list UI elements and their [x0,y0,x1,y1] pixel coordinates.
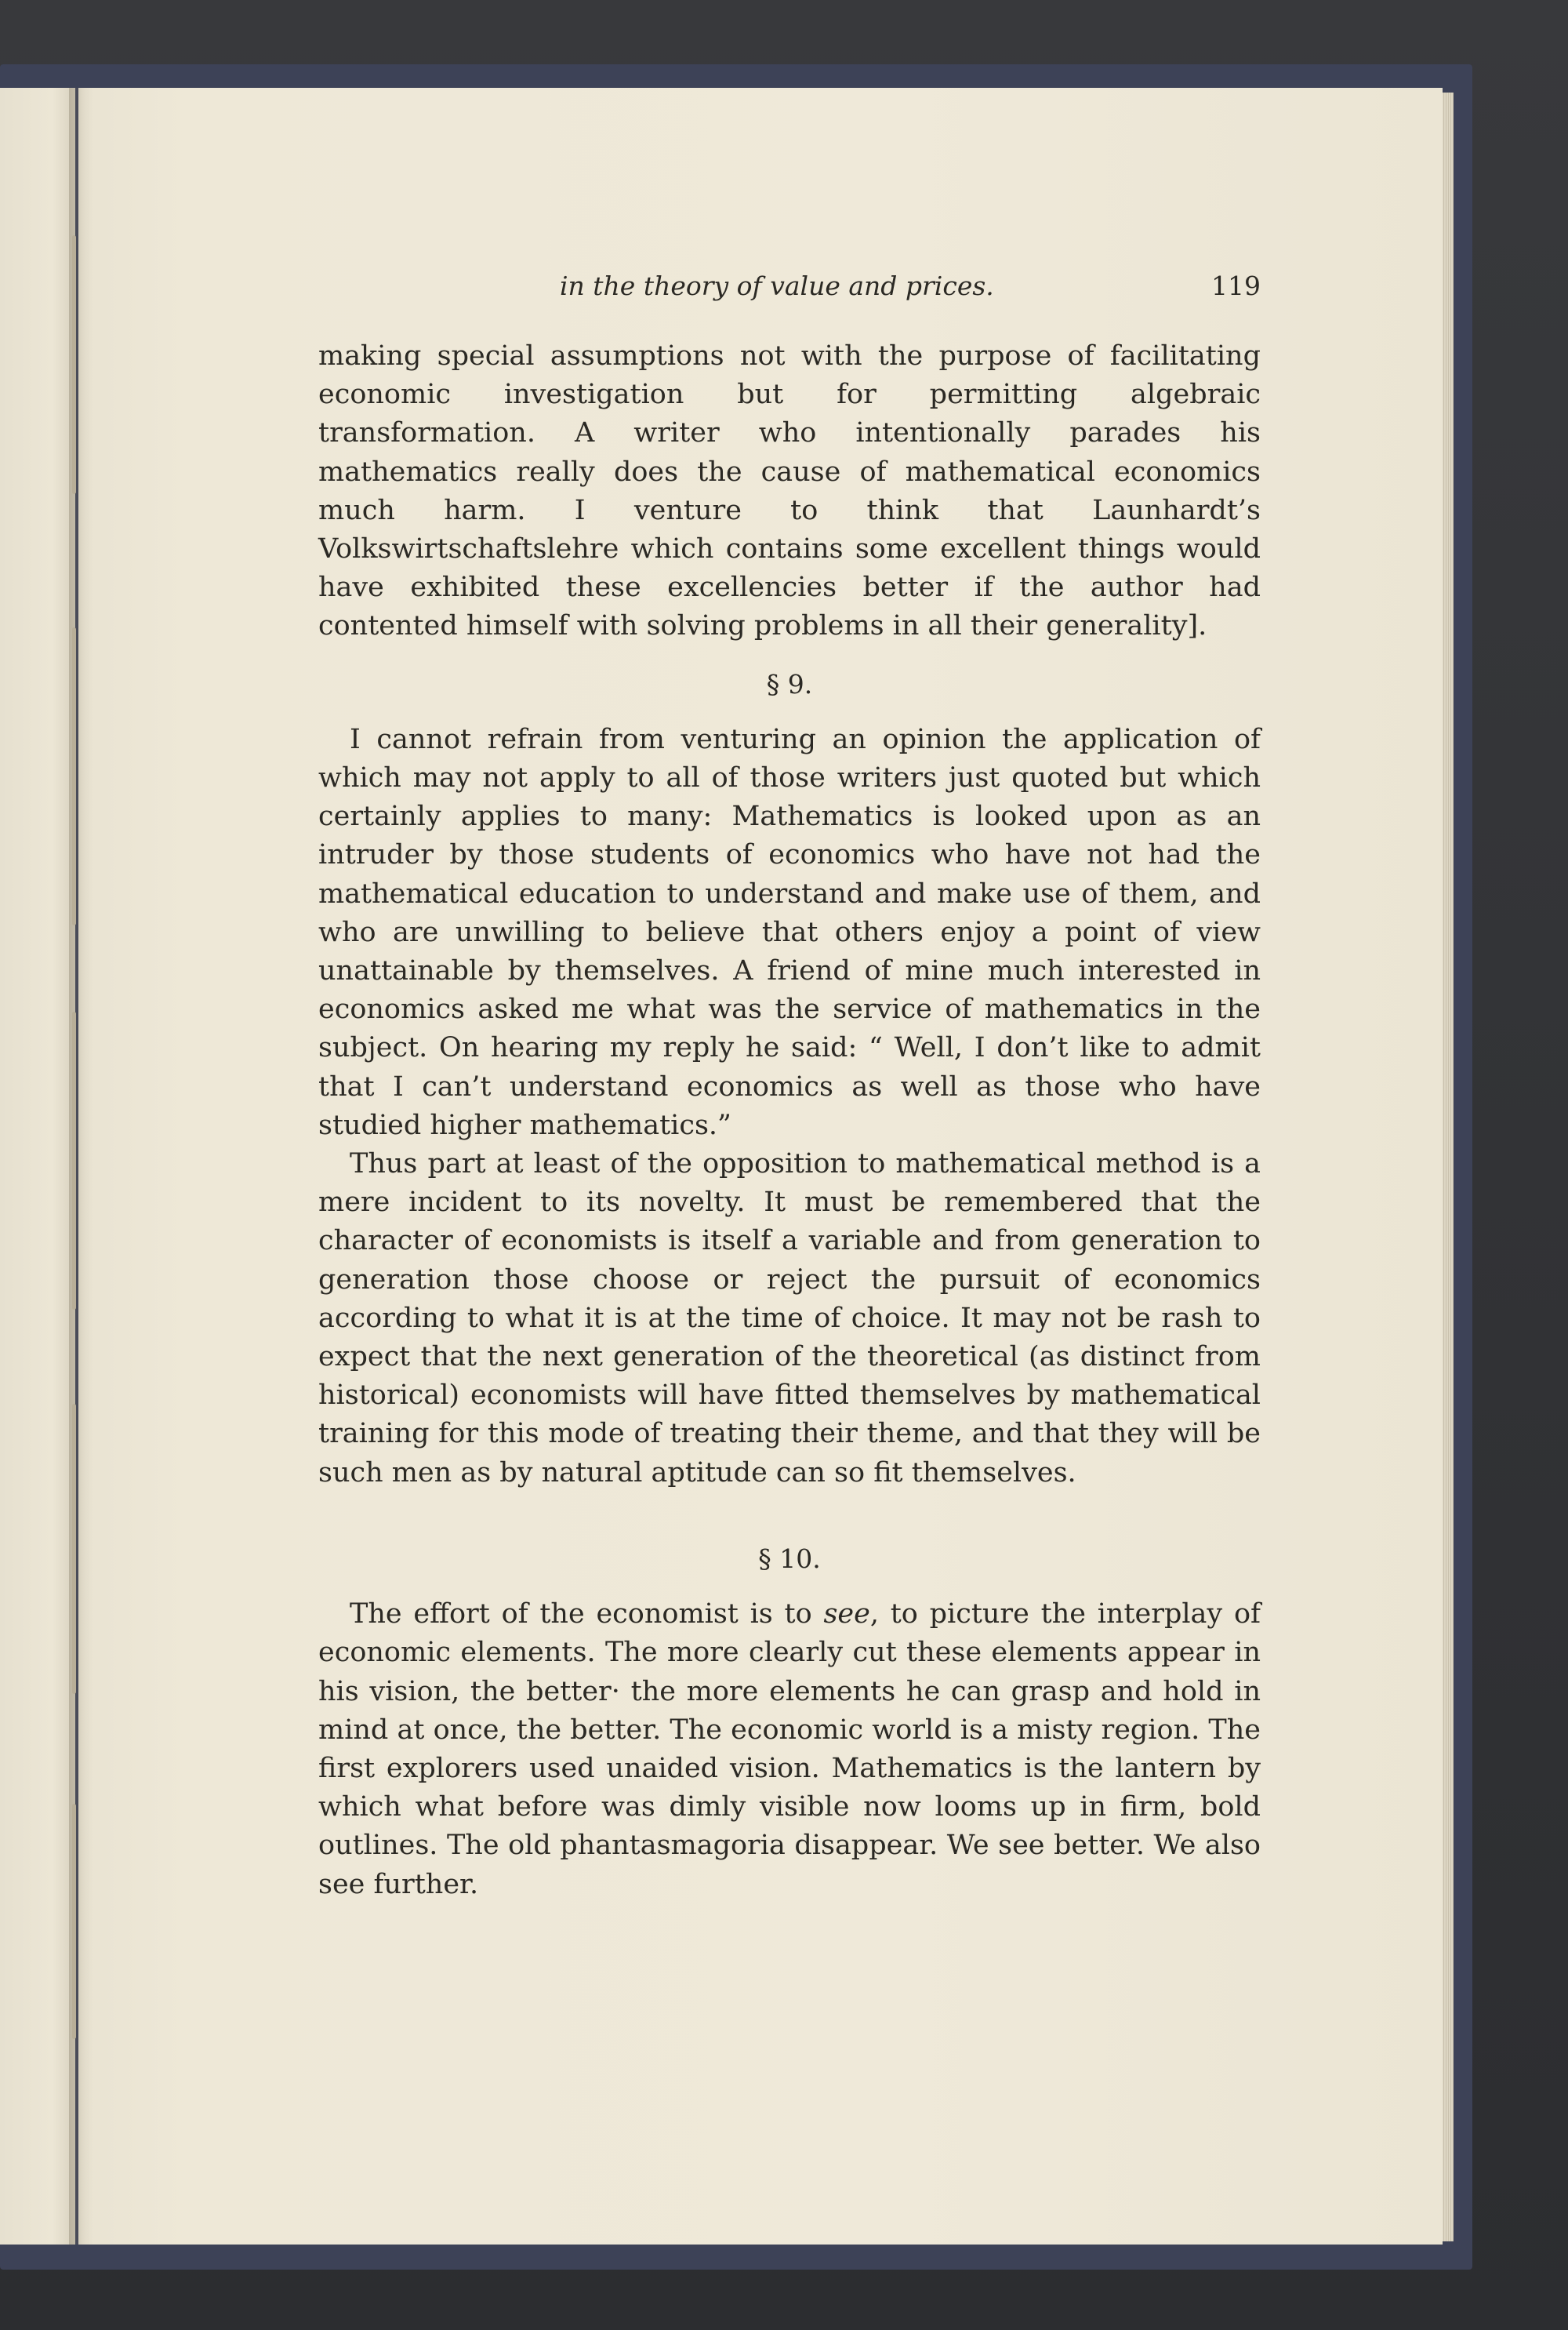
section-10-paragraph [318,1595,1261,1904]
section-9-paragraph-2: Thus part at least of the opposition to mathematical method is a mere incident to its novelty. It must be remembered that the character of economists is itself a variable and from generation to generation those choose or reject the pursuit of economics according to what it is at the time of choice. It may not be rash to expect that the next generation of the theoretical (as distinct from historical) economists will have fitted themselves by mathematical training for this mode of treating their theme, and that they will be such men as by natural aptitude can so fit themselves. [318,1148,1261,1489]
section-heading-10: § 10. [758,1543,821,1574]
section-10-text-start: The effort of the economist is to [350,1598,824,1630]
running-head [318,267,1261,314]
section-10-emphasis: see [823,1598,870,1630]
page-number: 119 [1211,271,1261,301]
binding-stitch [72,1404,76,1694]
binding-stitch [72,235,76,494]
page-text [318,267,1261,1904]
paragraph-continued: making special assumptions not with the purpose of facilitating economic investigation but for permitting algebraic transformation. A writer who intentionally parades his mathematics really does the cause of mathematical economics much harm. I venture to think that Launhardt’s Volkswirtschaftslehre which contains some excellent things would have exhibited these excellencies better if the author had contented himself with solving problems in all their generality]. [318,340,1261,642]
section-heading-9: § 9. [766,668,813,700]
binding-stitch [72,627,76,925]
section-10-text-end: , to picture the interplay of economic elements. The more clearly cut these elements appear in his vision, the better· the more elements he can grasp and hold in mind at once, the better. The economic world is a misty region. The first explorers used unaided vision. Mathematics is the lantern by which what before was dimly visible now looms up in firm, bold outlines. The old phantasmagoria disappear. We see better. We also see further. [318,1598,1261,1900]
binding-stitch [72,1012,76,1310]
binding-stitch [72,1804,76,2039]
left-page-edge [0,88,75,2245]
running-head-title: in the theory of value and prices. [560,271,994,301]
section-9-paragraph-1: I cannot refrain from venturing an opinion the application of which may not apply to all of those writers just quoted but which certainly applies to many: Mathematics is looked upon as an intruder by those students of economics who have not had the mathematical education to understand and make use of them, and who are unwilling to believe that others enjoy a point of view unattainable by themselves. A friend of mine much interested in economics asked me what was the service of mathematics in the subject. On hearing my reply he said: “ Well, I don’t like to admit that I can’t understand economics as well as those who have studied higher mathematics.” [318,723,1261,1141]
